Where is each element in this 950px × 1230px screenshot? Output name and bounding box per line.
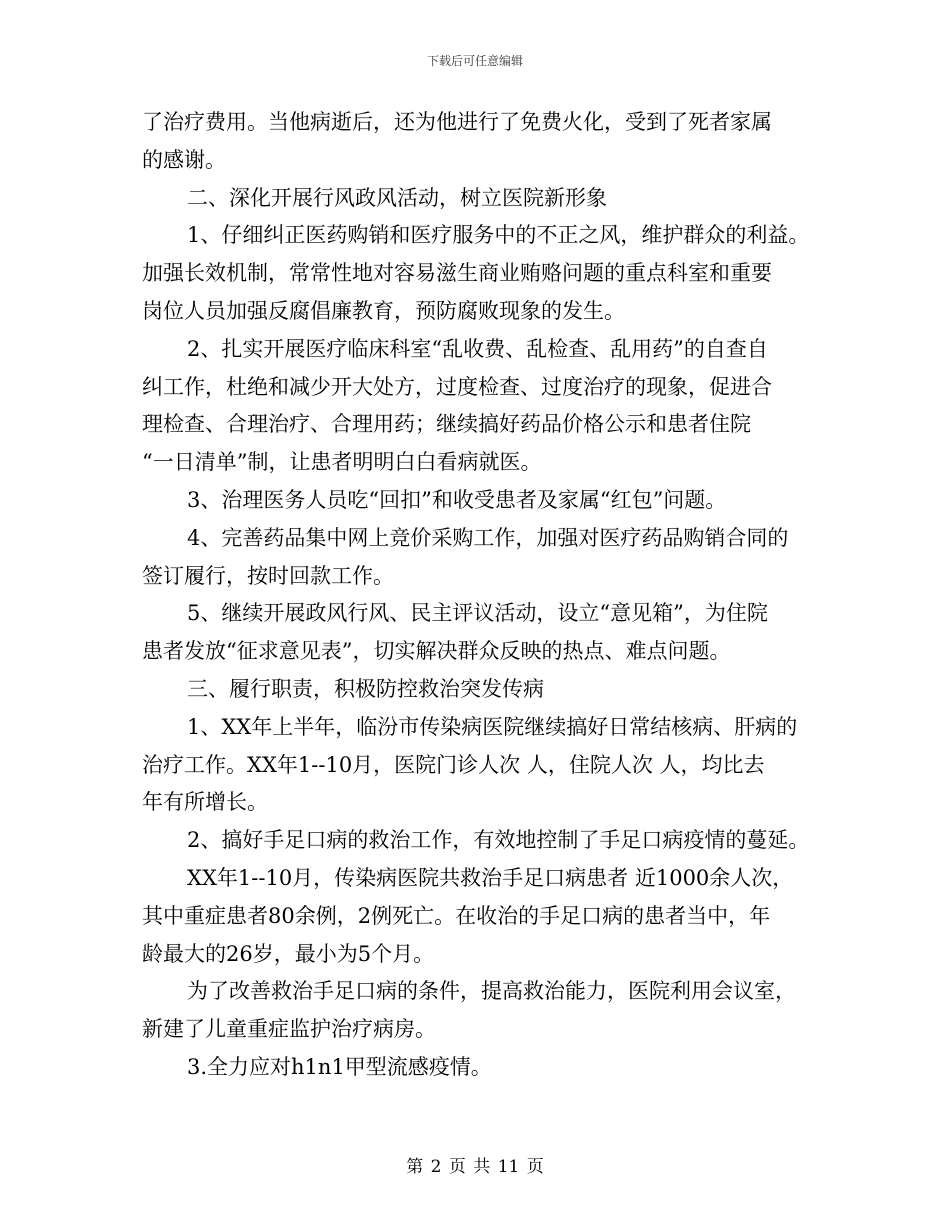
text-line: 二、深化开展行风政风活动，树立医院新形象 — [187, 185, 607, 210]
text-line: 了治疗费用。当他病逝后，还为他进行了免费火化，受到了死者家属 — [142, 110, 772, 134]
text-line: 的感谢。 — [142, 147, 226, 172]
text-line: 新建了儿童重症监护治疗病房。 — [142, 1017, 436, 1042]
text-line: 3、治理医务人员吃“回扣”和收受患者及家属“红包”问题。 — [187, 487, 727, 512]
text-line: 理检查、合理治疗、合理用药；继续搞好药品价格公示和患者住院 — [142, 412, 751, 437]
text-line: 为了改善救治手足口病的条件，提高救治能力，医院利用会议室， — [187, 979, 796, 1004]
text-line: 治疗工作。XX年1--10月，医院门诊人次 人，住院人次 人，均比去 — [142, 752, 765, 777]
text-line: 4、完善药品集中网上竞价采购工作，加强对医疗药品购销合同的 — [187, 525, 789, 550]
text-line: 纠工作，杜绝和减少开大处方，过度检查、过度治疗的现象，促进合 — [142, 374, 772, 399]
text-line: 2、搞好手足口病的救治工作，有效地控制了手足口病疫情的蔓延。 — [187, 828, 810, 853]
text-line: 签订履行，按时回款工作。 — [142, 563, 394, 588]
document-body — [142, 104, 822, 1087]
text-line: 三、履行职责，积极防控救治突发传病 — [187, 676, 544, 701]
text-line: 2、扎实开展医疗临床科室“乱收费、乱检查、乱用药”的自查自 — [187, 336, 768, 361]
text-line: 年有所增长。 — [142, 790, 268, 815]
text-line: 1、XX年上半年，临汾市传染病医院继续搞好日常结核病、肝病的 — [187, 714, 798, 739]
text-line: 5、继续开展政风行风、民主评议活动，设立“意见箱”，为住院 — [187, 601, 768, 626]
text-line: XX年1--10月，传染病医院共救治手足口病患者 近1000余人次， — [187, 865, 794, 890]
text-line: “一日清单”制，让患者明明白白看病就医。 — [142, 450, 542, 475]
page-footer: 第 2 页 共 11 页 — [406, 1157, 544, 1177]
text-line: 岗位人员加强反腐倡廉教育，预防腐败现象的发生。 — [142, 298, 625, 323]
page-header: 下载后可任意编辑 — [426, 54, 523, 68]
text-line: 龄最大的26岁，最小为5个月。 — [142, 941, 435, 966]
text-line: 3.全力应对h1n1甲型流感疫情。 — [187, 1054, 492, 1079]
text-line: 患者发放“征求意见表”，切实解决群众反映的热点、难点问题。 — [142, 639, 731, 664]
text-line: 其中重症患者80余例，2例死亡。在收治的手足口病的患者当中，年 — [142, 903, 771, 928]
text-line: 加强长效机制，常常性地对容易滋生商业贿赂问题的重点科室和重要 — [142, 261, 772, 286]
text-line: 1、仔细纠正医药购销和医疗服务中的不正之风，维护群众的利益。 — [187, 223, 810, 248]
